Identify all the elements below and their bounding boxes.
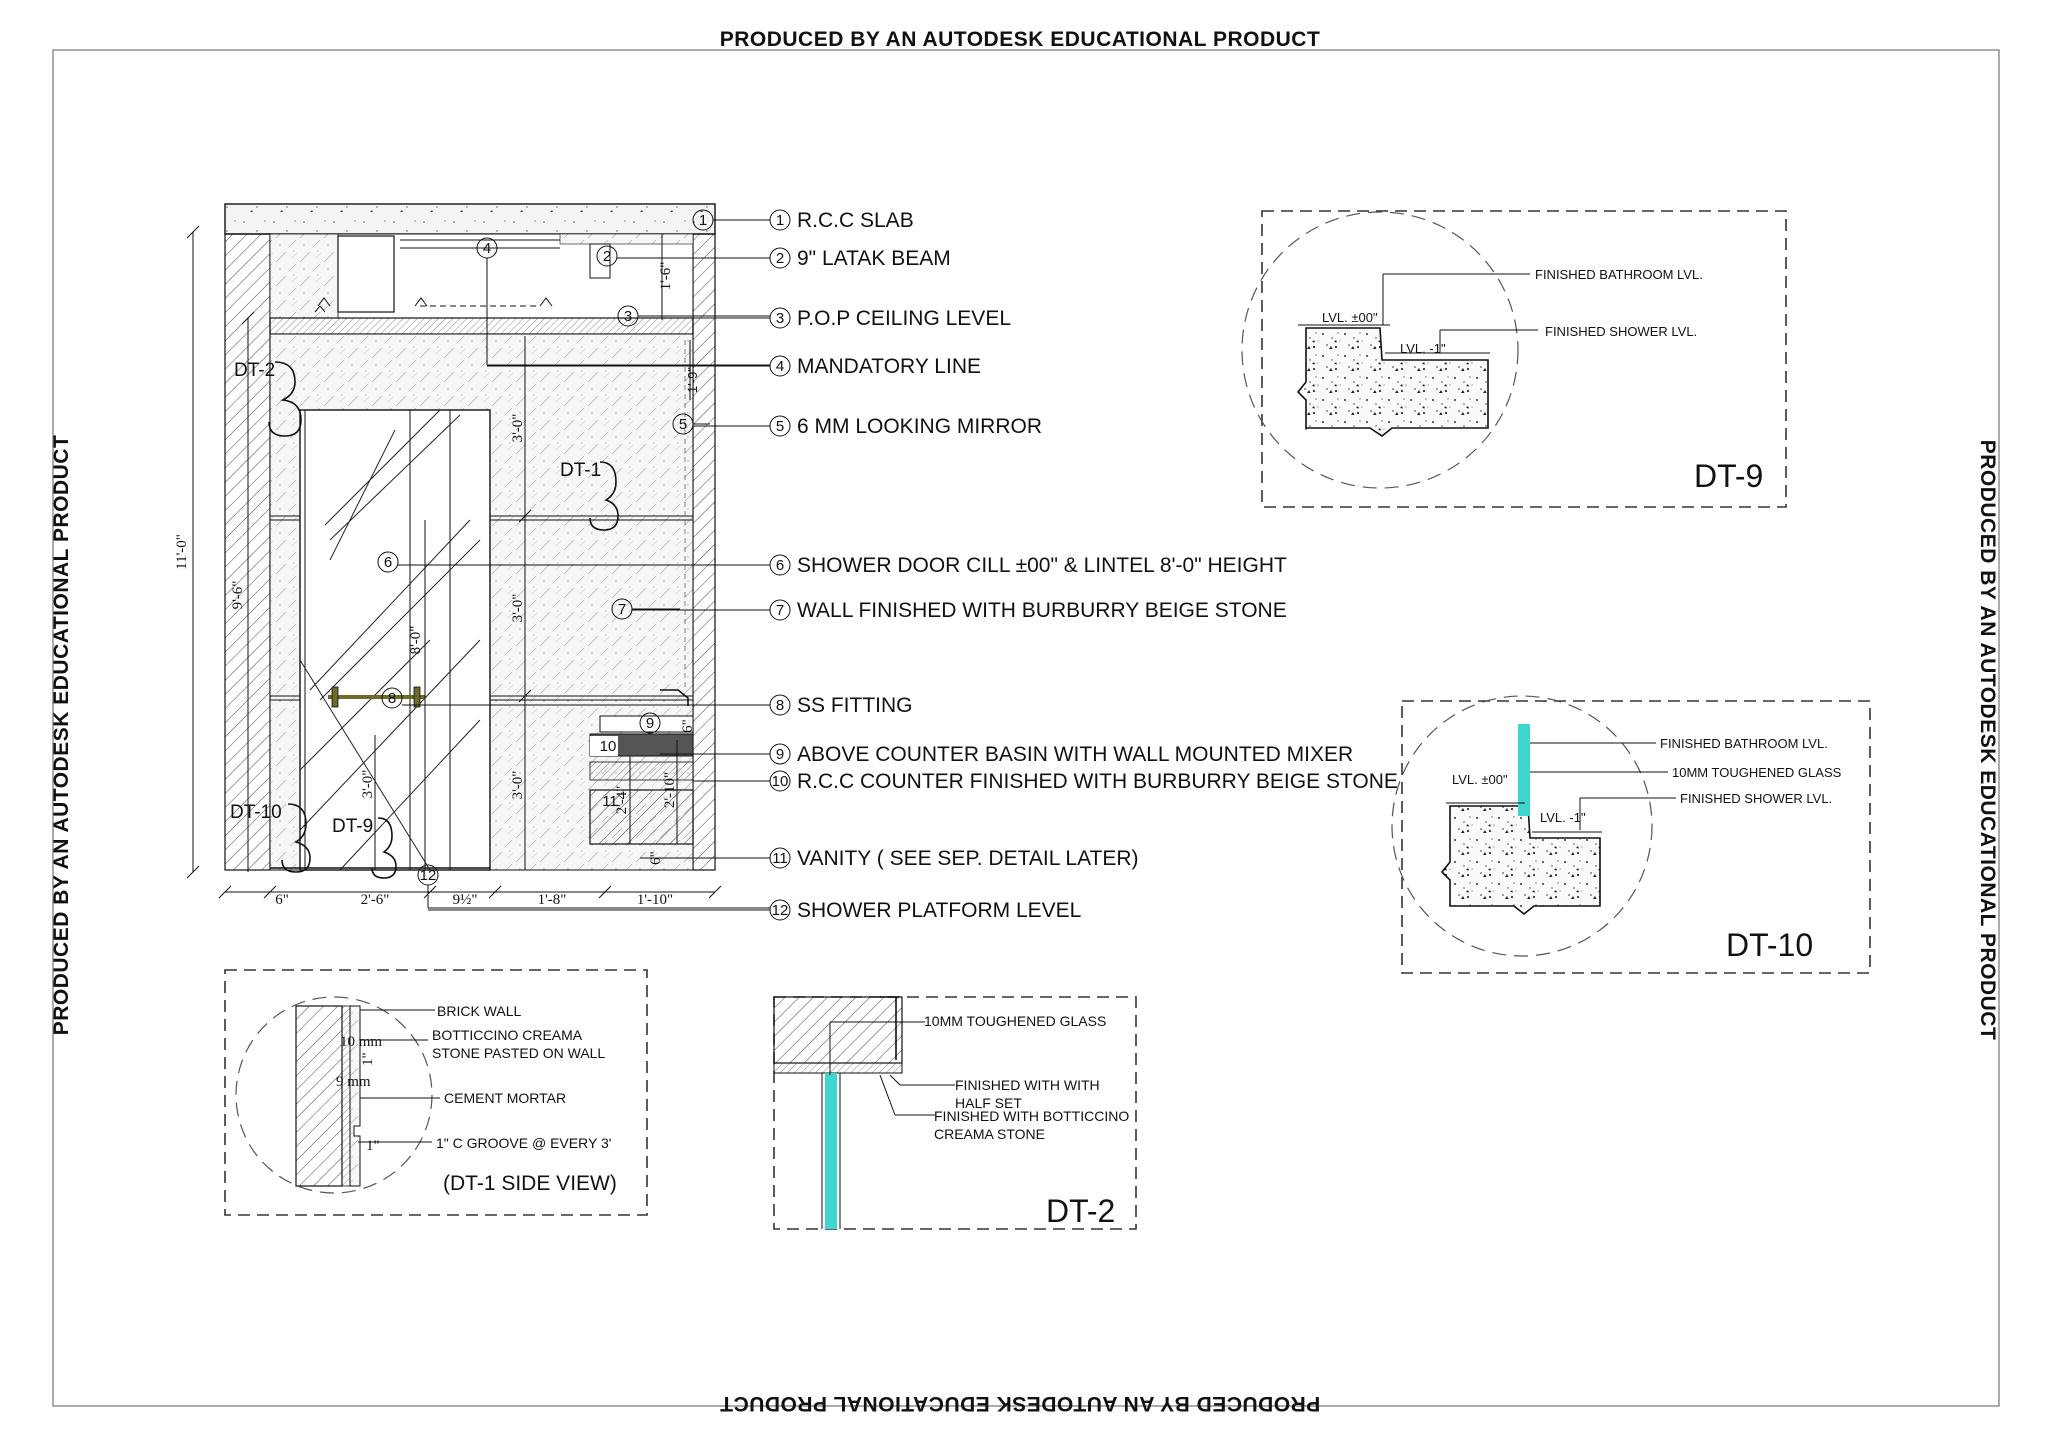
- legend-item-5: [693, 415, 1042, 438]
- legend-number: 6: [775, 557, 785, 574]
- dt2-label-stone-1: FINISHED WITH BOTTICCINO: [934, 1108, 1130, 1124]
- dt9-lvl-b: LVL. -1": [1400, 341, 1446, 356]
- svg-text:11: 11: [602, 793, 618, 810]
- dt1-label-brick: BRICK WALL: [437, 1003, 522, 1019]
- legend-text: 9" LATAK BEAM: [797, 247, 951, 270]
- legend-text: R.C.C SLAB: [797, 209, 914, 232]
- dt10-lvl-b: LVL. -1": [1540, 810, 1586, 825]
- dim-9-6: 9'-6": [230, 580, 246, 610]
- dim-overall-height: 11'-0": [174, 534, 190, 570]
- legend-item-9: [660, 743, 1353, 766]
- detail-dt10: [1392, 696, 1870, 973]
- dt1-dim-10mm: 10 mm: [340, 1034, 383, 1050]
- legend-text: R.C.C COUNTER FINISHED WITH BURBURRY BEIGE STONE: [797, 770, 1398, 793]
- dim-w-9: 9½": [452, 892, 478, 908]
- dt10-lvl-a: LVL. ±00": [1452, 772, 1508, 787]
- dim-w-1-10: 1'-10": [636, 892, 674, 908]
- dt1-dim-9mm: 9 mm: [336, 1074, 371, 1090]
- glass-door: [300, 410, 490, 870]
- legend-text: ABOVE COUNTER BASIN WITH WALL MOUNTED MIXER: [797, 743, 1354, 766]
- detail-dt2: [774, 997, 1136, 1229]
- svg-text:6: 6: [383, 554, 393, 571]
- dt9-lvl-a: LVL. ±00": [1322, 310, 1378, 325]
- svg-text:3: 3: [623, 308, 633, 325]
- legend-text: SHOWER DOOR CILL ±00" & LINTEL 8'-0" HEIGHT: [797, 554, 1287, 577]
- watermark-bottom: PRODUCED BY AN AUTODESK EDUCATIONAL PRODUCT: [719, 1392, 1321, 1415]
- svg-text:9: 9: [645, 715, 655, 732]
- legend-item-1: [713, 209, 914, 232]
- svg-text:8: 8: [387, 690, 397, 707]
- svg-text:4: 4: [482, 240, 492, 257]
- tag-dt1: DT-1: [560, 460, 602, 481]
- dt1-label-mortar: CEMENT MORTAR: [444, 1090, 567, 1106]
- legend-text: SS FITTING: [797, 694, 913, 717]
- svg-text:10: 10: [599, 738, 617, 755]
- legend-number: 10: [771, 773, 789, 790]
- legend-number: 7: [775, 602, 785, 619]
- right-wall: [693, 234, 715, 870]
- dt10-title: DT-10: [1726, 927, 1814, 963]
- legend-item-10: [693, 770, 1398, 793]
- detail-dt1: [225, 970, 647, 1215]
- dt10-label-bathroom: FINISHED BATHROOM LVL.: [1660, 736, 1828, 751]
- dim-w-2-6: 2'-6": [360, 892, 390, 908]
- legend-text: P.O.P CEILING LEVEL: [797, 307, 1011, 330]
- dim-2-10: 2'-10": [662, 771, 678, 809]
- dt1-label-stone-1: BOTTICCINO CREAMA: [432, 1027, 583, 1043]
- legend-number: 11: [772, 850, 788, 867]
- legend-text: VANITY ( SEE SEP. DETAIL LATER): [797, 847, 1139, 870]
- dt10-glass: [1518, 724, 1530, 816]
- dt2-label-half-2: HALF SET: [955, 1095, 1022, 1111]
- dt2-title: DT-2: [1046, 1193, 1116, 1229]
- dt9-title: DT-9: [1694, 458, 1764, 494]
- dt9-label-bathroom: FINISHED BATHROOM LVL.: [1535, 267, 1703, 282]
- dim-8-0: 8'-0": [408, 625, 424, 655]
- dt2-label-glass: 10MM TOUGHENED GLASS: [924, 1013, 1107, 1029]
- dim-6-top: 6": [680, 719, 696, 733]
- legend-text: 6 MM LOOKING MIRROR: [797, 415, 1043, 438]
- svg-text:7: 7: [617, 601, 627, 618]
- rcc-slab: [225, 204, 715, 234]
- dt9-label-shower: FINISHED SHOWER LVL.: [1545, 324, 1698, 339]
- svg-text:1: 1: [698, 212, 708, 229]
- dt1-label-stone-2: STONE PASTED ON WALL: [432, 1045, 606, 1061]
- detail-dt9: [1242, 211, 1786, 507]
- legend-number: 2: [775, 250, 785, 267]
- dt1-label-groove: 1" C GROOVE @ EVERY 3': [436, 1135, 612, 1151]
- dim-1-6: 1'-6": [658, 261, 674, 291]
- tag-dt9: DT-9: [332, 816, 374, 837]
- tag-dt2: DT-2: [234, 360, 276, 381]
- legend-item-7: [632, 599, 1287, 622]
- svg-text:12: 12: [419, 867, 437, 884]
- watermark-top: PRODUCED BY AN AUTODESK EDUCATIONAL PRODUCT: [719, 28, 1321, 51]
- dim-3-0-door: 3'-0": [360, 769, 376, 799]
- legend-text: SHOWER PLATFORM LEVEL: [797, 899, 1082, 922]
- dt1-caption: (DT-1 SIDE VIEW): [443, 1172, 617, 1195]
- dim-side: 1'-9": [685, 367, 700, 393]
- legend-item-12: [428, 899, 1081, 922]
- legend-text: MANDATORY LINE: [797, 355, 981, 378]
- dt2-glass: [825, 1073, 837, 1229]
- svg-text:5: 5: [678, 416, 688, 433]
- watermark-left: PRODUCED BY AN AUTODESK EDUCATIONAL PRODUCT: [50, 434, 73, 1036]
- dim-3-0-a: 3'-0": [510, 413, 526, 443]
- dt10-label-shower: FINISHED SHOWER LVL.: [1680, 791, 1833, 806]
- dim-3-0-c: 3'-0": [510, 770, 526, 800]
- dim-3-0-b: 3'-0": [510, 593, 526, 623]
- watermark-right: PRODUCED BY AN AUTODESK EDUCATIONAL PRODUCT: [1976, 439, 1999, 1041]
- legend-text: WALL FINISHED WITH BURBURRY BEIGE STONE: [797, 599, 1287, 622]
- dt10-label-glass: 10MM TOUGHENED GLASS: [1672, 765, 1842, 780]
- legend-number: 9: [775, 746, 785, 763]
- dim-w-1-8: 1'-8": [537, 892, 567, 908]
- dt2-label-half-1: FINISHED WITH WITH: [955, 1077, 1100, 1093]
- dt1-dim-1b: 1": [366, 1138, 380, 1154]
- shower-elevation: [174, 204, 770, 908]
- legend-number: 4: [775, 358, 785, 375]
- legend-number: 8: [775, 697, 785, 714]
- dt2-label-stone-2: CREAMA STONE: [934, 1126, 1045, 1142]
- dim-6-bottom: 6": [648, 851, 664, 865]
- dt1-dim-1a: 1": [360, 1052, 376, 1066]
- legend-number: 3: [775, 310, 785, 327]
- legend-number: 12: [771, 902, 789, 919]
- svg-text:2: 2: [602, 248, 612, 265]
- legend-number: 1: [775, 212, 785, 229]
- legend-number: 5: [775, 418, 785, 435]
- tag-dt10: DT-10: [230, 802, 282, 823]
- dim-w-6: 6": [275, 892, 289, 908]
- dim-2-4: 2'-4": [614, 785, 630, 815]
